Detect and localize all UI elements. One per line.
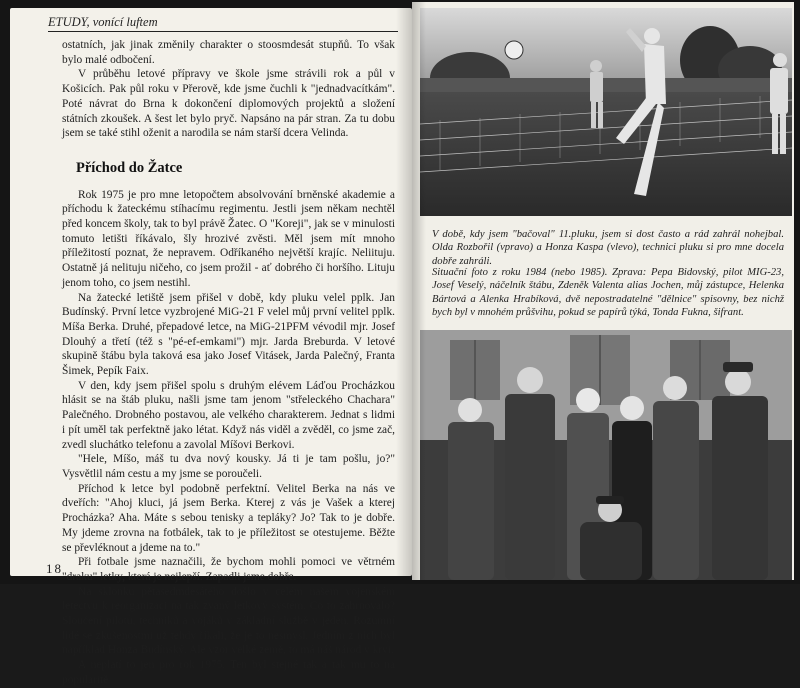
body-text bbox=[62, 38, 395, 688]
paragraph: Příchod k letce byl podobně perfektní. Velitel Berka na nás ve dveřích: "Ahoj kluci, já jsem Berka. Kterej z vás je Vašek a kterej Procházka? Aha. Máte s sebou tenisky a tepláky? Jo? Tak to je dobře. My jdeme zrovna na fotbálek, tak to je příležitost se otestujeme. Běžte se převléknout a jdeme na to." bbox=[62, 482, 395, 554]
left-page bbox=[10, 8, 412, 686]
paragraph: Při fotbale jsme naznačili, že bychom mohli pomoci ve větrném "draku" letky, která je nejlepší. Zapadli jsme dobře. bbox=[62, 556, 395, 583]
paragraph: V průběhu letové přípravy ve škole jsme strávili rok a půl v Košicích. Pak půl roku v Přerově, kde jsme čuchli k "jednadvacítkám". Poté návrat do Brna k dokončení diplomových projektů a složení státních zkoušek. A šest let bylo pryč. Napsáno na pár stran. Za tu dobu jsem se také stihl oženit a narodila se nám starší dcera Velinda. bbox=[62, 68, 395, 140]
paragraph: Na sklonku pětasedmdesátého došlo v celém našem vojenském letectvu k reorganizaci na tak zvaný letkový systém. Co to zahrnovalo? Sloučení pilotů, techniků a vojáků v základní službě v jeden. Rozumní lidé se zkušenostmi už tehdy říkali, že je to nesmysl. Jedním z nich byl například Honza Budínský. Ale vzor velké země, to má náš národ v krvi. bbox=[62, 585, 395, 657]
paragraph: Na žatecké letiště jsem přišel v době, kdy pluku velel pplk. Jan Budínský. První letce vyzbrojené MiG-21 F velel můj první velitel pplk. Míša Berka. Druhé, přepadové letce, na MiG-21PFM vévodil mjr. Josef Dlouhý a třetí (též s "pé-ef-emkami") mjr. Jarda Breburda. V letové skupině štábu byla taková esa jako Josef Vitásek, Jarda Palečný, Franta Šimek, Pepík Faix. bbox=[62, 291, 395, 378]
paragraph: Rok 1975 je pro mne letopočtem absolvování brněnské akademie a příchodu k žateckému stíhacímu regimentu. Jestli jsem někam nechtěl před koncem školy, tak to byl právě Žatec. O "Koreji", jak se v minulosti tomuto letišti říkávalo, šly hrozivé zvěsti. Měl jsem mít mnoho příležitostí poznat, že nepravem. Odříkaného největší krajíc. Neliituju. Ostatně já nelituju ničeho, co jsem prožil - ať dobrého či horšího. Lituju jenom toho, co jsem nestihl. bbox=[62, 188, 395, 289]
paragraph: ostatních, jak jinak změnily charakter o stoosmdesát stupňů. To však bylo malé odbočení. bbox=[62, 39, 395, 66]
paragraph: A neplatí to jen pro rok 1975. Ten byl stejné tak a tak mu to na popularitě bbox=[62, 659, 395, 686]
gutter-shadow bbox=[396, 8, 412, 576]
right-page bbox=[412, 2, 794, 580]
page-number: 18 bbox=[46, 561, 63, 576]
running-head: ETUDY, vonící luftem bbox=[48, 14, 398, 32]
paragraph: "Hele, Míšo, máš tu dva nový kousky. Já ti je tam pošlu, jo?" Vysvětlil nám cestu a my jsme se poroučeli. bbox=[62, 453, 395, 480]
photo-caption: Situační foto z roku 1984 (nebo 1985). Zprava: Pepa Bidovský, pilot MIG-23, Josef Veselý, náčelník štábu, Zdeněk Valenta alias Jochen, můj zástupce, Helenka Bártová a Alenka Hrabíková, dvě nepostradatelné "dělnice" spisovny, bez nichž bych byl v mnohém průšvihu, pokud se papírů týká, Tonda Fukna, šifrant. bbox=[432, 267, 784, 319]
section-heading: Příchod do Žatce bbox=[76, 159, 183, 176]
paragraph: V den, kdy jsem přišel spolu s druhým elévem Láďou Procházkou hlásit se na štáb pluku, našli jsme tam jenom "střeleckého Chachara" Palečného. Drobného postavou, ale velkého charakterem. Jednat s lidmi i pít uměl tak perfektně jako létat. Když nás viděl a zvěděl, co jsme zač, zvedl sluchátko telefonu a zavolal Míšovi Berkovi. bbox=[62, 379, 395, 451]
photo-caption: V době, kdy jsem "bačoval" 11.pluku, jsem si dost často a rád zahrál nohejbal. Olda Rozbořil (vpravo) a Honza Kaspa (vlevo), technici pluku si pro mne docela dobře zahráli. bbox=[432, 229, 784, 267]
gutter-shadow bbox=[412, 2, 426, 580]
photo-footvolley bbox=[420, 8, 792, 216]
photo-group-portrait bbox=[420, 330, 792, 580]
